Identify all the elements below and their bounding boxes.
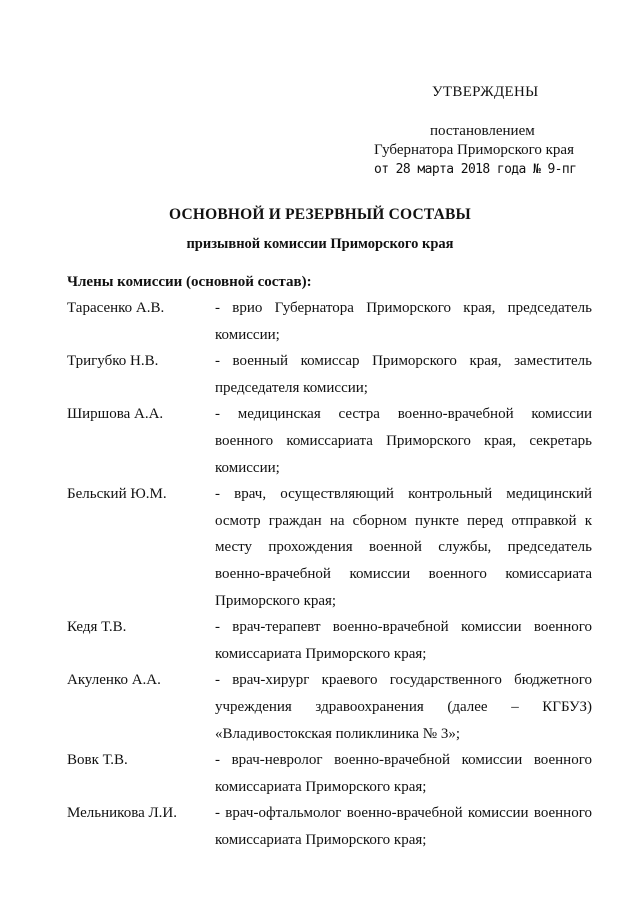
list-item (67, 348, 592, 401)
member-role: - врач-невролог военно-врачебной комиссии военного комиссариата Приморского края; (215, 752, 592, 795)
list-item (67, 614, 592, 667)
list-item (67, 747, 592, 800)
member-name: Тарасенко А.В. (67, 300, 165, 316)
member-role: - медицинская сестра военно-врачебной комиссии военного комиссариата Приморского края, секретарь комиссии; (215, 406, 592, 476)
member-name: Ширшова А.А. (67, 406, 164, 423)
approval-line-1: постановлением (430, 123, 535, 139)
list-item (67, 401, 592, 481)
list-item (67, 295, 592, 348)
member-name: Кедя Т.В. (67, 619, 127, 636)
approval-line-3: от 28 марта 2018 года № 9-пг (374, 162, 577, 177)
list-item (67, 481, 592, 614)
member-name: Акуленко А.А. (67, 672, 161, 689)
member-role: - врио Губернатора Приморского края, председатель комиссии; (215, 300, 592, 343)
list-item (67, 667, 592, 747)
document-title: ОСНОВНОЙ И РЕЗЕРВНЫЙ СОСТАВЫ (169, 206, 471, 223)
member-role: - врач, осуществляющий контрольный медицинский осмотр граждан на сборном пункте перед отправкой к месту прохождения военной службы, председатель военно-врачебной комиссии военного комиссариата Приморского края; (215, 486, 592, 609)
member-name: Вовк Т.В. (67, 752, 128, 769)
list-item (67, 800, 592, 853)
member-name: Бельский Ю.М. (67, 486, 167, 503)
member-name: Тригубко Н.В. (67, 353, 159, 370)
approval-line-2: Губернатора Приморского края (374, 142, 574, 158)
member-role: - врач-офтальмолог военно-врачебной комиссии военного комиссариата Приморского края; (215, 805, 592, 848)
member-name: Мельникова Л.И. (67, 805, 178, 822)
document-subtitle: призывной комиссии Приморского края (186, 236, 454, 252)
member-role: - врач-хирург краевого государственного бюджетного учреждения здравоохранения (далее – КГБУЗ) «Владивостокская поликлиника № 3»; (215, 672, 592, 742)
members-list (67, 295, 592, 853)
member-role: - военный комиссар Приморского края, заместитель председателя комиссии; (215, 353, 592, 396)
approval-heading: УТВЕРЖДЕНЫ (432, 84, 539, 100)
section-heading: Члены комиссии (основной состав): (67, 274, 312, 290)
member-role: - врач-терапевт военно-врачебной комиссии военного комиссариата Приморского края; (215, 619, 592, 662)
